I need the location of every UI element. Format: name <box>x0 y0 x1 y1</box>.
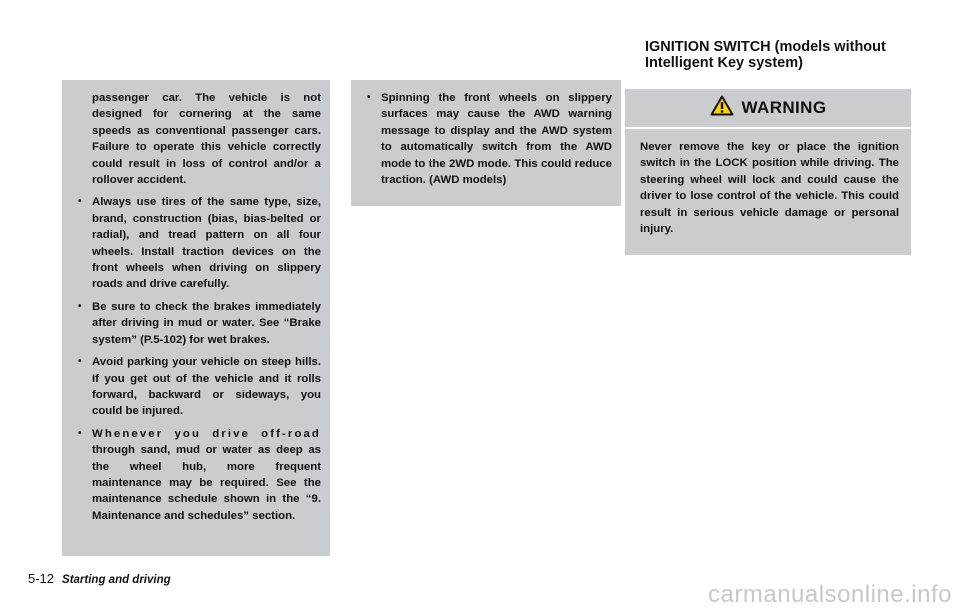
list-item: • Spinning the front wheels on slippery surfaces may cause the AWD warning message to display and the AWD system to automatically switch from the AWD mode to the 2WD mode. This could reduce traction. (AWD models) <box>367 90 612 188</box>
warning-triangle-icon <box>710 95 734 121</box>
page-footer <box>28 571 171 586</box>
warning-header <box>625 89 911 129</box>
warning-title: WARNING <box>741 98 827 117</box>
middle-text-box <box>351 80 621 206</box>
list-item: • Whenever you drive off-road through sand, mud or water as deep as the wheel hub, more frequent maintenance may be required. See the maintenance schedule shown in the “9. Maintenance and schedules” section. <box>78 426 321 524</box>
continuation-paragraph: passenger car. The vehicle is not designed for cornering at the same speeds as conventional passenger cars. Failure to operate this vehicle correctly could result in loss of control and/or a rollover accident. <box>92 92 321 187</box>
section-heading: IGNITION SWITCH (models without Intelligent Key system) <box>645 39 886 71</box>
left-text-box <box>62 80 330 556</box>
list-item: • Always use tires of the same type, size, brand, construction (bias, bias-belted or radial), and tread pattern on all four wheels. Install traction devices on the front wheels when driving on slippery roads and drive carefully. <box>78 194 321 292</box>
list-item: • Be sure to check the brakes immediately after driving in mud or water. See “Brake system” (P.5-102) for wet brakes. <box>78 299 321 348</box>
warning-box <box>625 89 911 255</box>
watermark-text: carmanualsonline.info <box>708 581 952 608</box>
page-number: 5-12 <box>28 571 55 586</box>
warning-text: Never remove the key or place the ignition switch in the LOCK position while driving. The steering wheel will lock and could cause the driver to lose control of the vehicle. This could result in serious vehicle damage or personal injury. <box>640 141 899 236</box>
list-item: • Avoid parking your vehicle on steep hills. If you get out of the vehicle and it rolls forward, backward or sideways, you could be injured. <box>78 354 321 420</box>
chapter-title: Starting and driving <box>62 574 171 586</box>
